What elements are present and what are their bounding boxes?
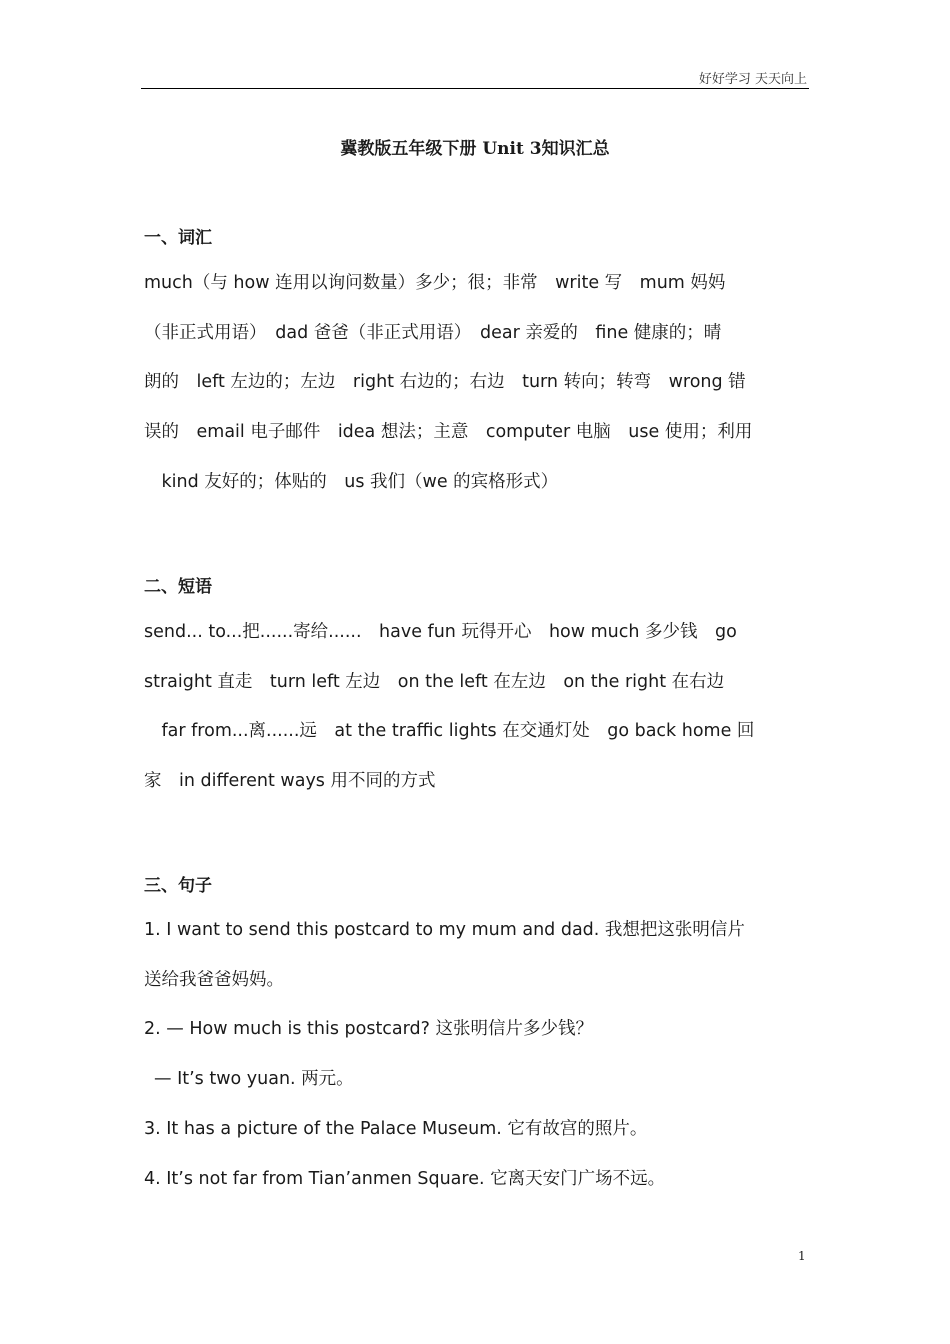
document-title: 冀教版五年级下册 Unit 3知识汇总 <box>340 139 610 159</box>
sentence-line: 4. It’s not far from Tian’anmen Square. 它离天安门广场不远。 <box>144 1168 666 1189</box>
vocab-line: （非正式用语） dad 爸爸（非正式用语） dear 亲爱的 fine 健康的；晴 <box>144 322 722 343</box>
phrases-line: 家 in different ways 用不同的方式 <box>144 771 436 792</box>
vocab-line: much（与 how 连用以询问数量）多少；很；非常 write 写 mum 妈妈 <box>144 273 726 293</box>
vocab-line: 朗的 left 左边的；左边 right 右边的；右边 turn 转向；转弯 wrong 错 <box>144 372 746 393</box>
sentence-line: 送给我爸爸妈妈。 <box>144 969 284 990</box>
sentence-line: — It’s two yuan. 两元。 <box>154 1069 354 1090</box>
vocab-paragraph <box>144 259 806 508</box>
sentences-paragraph <box>144 906 806 1204</box>
header-motto: 好好学习 天天向上 <box>698 72 807 87</box>
header-divider <box>141 88 809 89</box>
phrases-line: far from...离......远 at the traffic lights 在交通灯处 go back home 回 <box>144 721 755 742</box>
sentence-line: 2. — How much is this postcard? 这张明信片多少钱？ <box>144 1019 594 1040</box>
phrases-line: straight 直走 turn left 左边 on the left 在左边 on the right 在右边 <box>144 671 725 692</box>
phrases-paragraph <box>144 608 806 807</box>
sentence-line: 3. It has a picture of the Palace Museum. 它有故宫的照片。 <box>144 1118 648 1139</box>
vocab-line: kind 友好的；体贴的 us 我们（we 的宾格形式） <box>144 471 559 492</box>
section-heading-vocab: 一、词汇 <box>144 228 212 248</box>
section-heading-sentences: 三、句子 <box>144 876 212 896</box>
page-number: 1 <box>798 1249 806 1263</box>
sentence-line: 1. I want to send this postcard to my mum and dad. 我想把这张明信片 <box>144 920 745 940</box>
phrases-line: send... to...把......寄给...... have fun 玩得开心 how much 多少钱 go <box>144 622 737 642</box>
vocab-line: 误的 email 电子邮件 idea 想法；主意 computer 电脑 use 使用；利用 <box>144 422 753 443</box>
section-heading-phrases: 二、短语 <box>144 577 212 597</box>
